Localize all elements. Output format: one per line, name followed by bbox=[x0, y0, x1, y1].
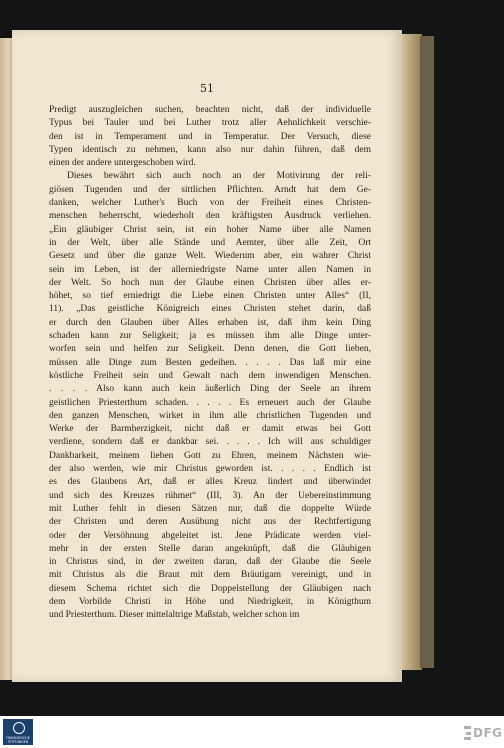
footer-bar bbox=[0, 716, 504, 748]
text-line: sein im Leben, ist der allerniedrigste Name unter allen Namen in bbox=[49, 264, 371, 275]
text-line: Werke der Barmherzigkeit, nicht daß er damit etwas bei Gott bbox=[49, 424, 371, 435]
text-line: den ganzen Menschen, wirket in ihm alle christlichen Tugenden und bbox=[49, 410, 371, 421]
text-line: der Welt. So hoch nun der Glaube einen Christen über alles er- bbox=[49, 277, 371, 288]
text-line: müssen alle Dinge zum Besten gedeihen. . . . . Das laß mir eine bbox=[49, 357, 371, 368]
text-line: giösen Tugenden und der sittlichen Pflichten. Arndt hat dem Ge- bbox=[49, 184, 371, 195]
text-line: schaden kann zur Seligkeit; ja es müssen ihm alle Dinge unter- bbox=[49, 331, 371, 342]
text-line: höhet, so tief erniedrigt die Liebe einen Christen unter Alles“ (II, bbox=[49, 291, 371, 302]
text-line: der Christen und deren Ausübung nicht aus der Rechtfertigung bbox=[49, 517, 371, 528]
text-line: Typus bei Tauler und bei Luther trotz aller Aehnlichkeit verschie- bbox=[49, 118, 371, 129]
dfg-logo-text: DFG bbox=[473, 726, 503, 740]
text-line: einen der andere untergeschoben wird. bbox=[49, 158, 196, 169]
text-line: Dieses bewährt sich auch noch an der Motivirung der reli- bbox=[67, 171, 371, 182]
page-block-edges bbox=[400, 34, 422, 670]
text-line: in Christus sind, in der zweiten daran, daß der Glaube die Seele bbox=[49, 557, 371, 568]
text-line: oder der Versöhnung abgeleitet ist. Jene Prädicate werden viel- bbox=[49, 530, 371, 541]
text-line: dem Vorbilde Christi in Höhe und Niedrigkeit, in Königthum bbox=[49, 596, 371, 607]
body-text bbox=[49, 104, 371, 623]
text-line: worfen sein und helfen zur Seligkeit. Denn denen, die Gott lieben, bbox=[49, 344, 371, 355]
text-line: diesem Schema richtet sich die Doppelstellung der Gläubigen nach bbox=[49, 583, 371, 594]
library-logo bbox=[3, 719, 33, 745]
text-line: „Ein gläubiger Christ sein, ist ein hoher Name über alle Namen bbox=[49, 224, 371, 235]
library-logo-line-1: FRANCKESCHE bbox=[6, 736, 30, 740]
text-line: es des Glaubens Art, daß er alles Kreuz lindert und überwindet bbox=[49, 477, 371, 488]
seal-icon bbox=[13, 722, 25, 734]
text-line: Dankbarkeit, meinem lieben Gott zu Ehren, meinem Nächsten wie- bbox=[49, 450, 371, 461]
text-line: verdiene, sondern daß er dankbar sei. . . . . Ich will aus schuldiger bbox=[49, 437, 371, 448]
library-logo-line-2: STIFTUNGEN bbox=[7, 740, 29, 744]
book-page bbox=[12, 30, 402, 682]
text-line: . . . . Also kann auch kein äußerlich Ding der Seele an ihrem bbox=[49, 384, 371, 395]
text-line: und sich des Kreuzes rühmet“ (III, 3). An der Uebereinstimmung bbox=[49, 490, 371, 501]
text-line: köstliche Freiheit sein und Gewalt nach dem inwendigen Menschen. bbox=[49, 370, 371, 381]
book-cover-edge bbox=[420, 36, 434, 668]
text-line: mit Christus als die Braut mit dem Bräutigam vereinigt, und in bbox=[49, 570, 371, 581]
text-line: menschen beherrscht, wiederholt den kräftigsten Ausdruck verliehen. bbox=[49, 211, 371, 222]
text-line: den ist in Temperament und in Temperatur. Der Versuch, diese bbox=[49, 131, 371, 142]
dfg-logo bbox=[464, 724, 503, 742]
text-line: in der Welt, über alle Stände und Aemter, über alle Zeit, Ort bbox=[49, 237, 371, 248]
text-line: Predigt auszugleichen suchen, beachten nicht, daß der individuelle bbox=[49, 105, 371, 115]
page-number: 51 bbox=[200, 82, 214, 95]
text-line: der also werden, wie mir Christus geworden ist. . . . . Endlich ist bbox=[49, 464, 371, 475]
text-line: mit Luther fehlt in diesen Sätzen nur, daß die doppelte Würde bbox=[49, 503, 371, 514]
text-line: Typen identisch zu nehmen, kann also nur dahin führen, daß dem bbox=[49, 144, 371, 155]
text-line: er durch den Glauben über Alles erhaben ist, daß ihm kein Ding bbox=[49, 317, 371, 328]
text-line: und Priesterthum. Dieser mittelaltrige Maßstab, welcher schon im bbox=[49, 610, 300, 621]
text-line: 11). „Das geistliche Königreich eines Christen stehet darin, daß bbox=[49, 304, 371, 315]
dfg-mark-icon bbox=[464, 726, 471, 740]
text-line: geistlichen Priesterthum schaden. . . . . Es erneuert auch der Glaube bbox=[49, 397, 371, 408]
text-line: danken, welcher Luther's Buch von der Freiheit eines Christen- bbox=[49, 198, 371, 209]
text-line: Gesetz und über die ganze Welt. Wiederum aber, ein wahrer Christ bbox=[49, 251, 371, 262]
text-line: mehr in der ersten Stelle daran angeknüpft, daß die Gläubigen bbox=[49, 543, 371, 554]
